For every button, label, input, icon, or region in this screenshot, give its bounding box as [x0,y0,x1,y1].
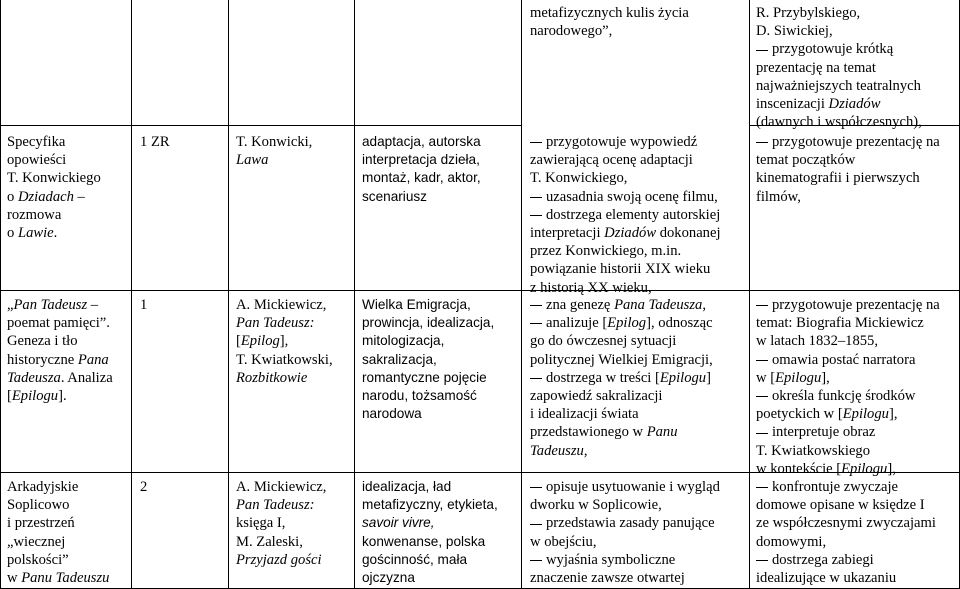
text-line: Pan Tadeusz: [236,315,315,332]
text-line: dostrzega elementy autorskiej [530,206,721,224]
text-line: rozmowa [7,206,62,223]
text-line: Lawa [236,152,269,169]
bullet-dash [756,50,768,51]
text-line: Specyfika [7,134,66,150]
bullet-dash [530,524,542,525]
bullet-dash [756,433,768,434]
text-line: Przyjazd gości [236,551,322,568]
text-line: domowymi, [756,533,827,550]
bullet-dash [530,323,542,324]
text-line: opisuje usytuowanie i wygląd [530,478,720,496]
concepts-cell [362,296,494,423]
text-line: Tadeusza. Analiza [7,369,113,386]
text-line: historyczne Pana [7,351,109,368]
text-line: polskości” [7,551,69,568]
text-line: Tadeuszu, [530,442,588,459]
concepts-cell [362,133,481,206]
text-line: domowe opisane w księdze I [756,497,925,514]
text-line: gościnność, mała [362,551,468,567]
lesson-topic-soplicowo [7,478,109,587]
text-line: o Lawie. [7,225,58,242]
text-line: Wielka Emigracja, [362,297,471,312]
bullet-dash [530,378,542,379]
text-line: określa funkcję środków [756,387,940,405]
hours-cell: 1 [140,297,148,313]
bullet-dash [756,360,768,361]
row-divider [0,125,521,126]
bullet-dash [756,142,768,143]
text-line: A. Mickiewicz, [236,479,327,495]
text-line: przedstawionego w Panu [530,424,678,441]
text-line: T. Kwiatkowskiego [756,442,871,459]
text-line: [Epilogu]. [7,388,67,405]
bullet-dash [530,142,542,143]
lesson-topic-lawa [7,133,101,242]
text-line: w [Epilogu], [756,369,830,386]
text-line: konwenanse, polska [362,533,486,549]
bullet-dash [756,305,768,306]
text-line: i idealizacji świata [530,406,639,423]
text-line: zna genezę Pana Tadeusza, [530,296,713,314]
text-line: dostrzega w treści [Epilogu] [530,369,713,387]
text-line: mitologizacja, [362,333,445,349]
text-line: sakralizacja, [362,351,437,367]
text-line: prezentację na temat [756,59,876,76]
text-line: „Pan Tadeusz – [7,297,99,313]
skills-cell [530,296,713,460]
text-line: interpretacji Dziadów dokonanej [530,225,721,242]
lesson-topic-pan-tadeusz [7,296,113,405]
extended-skills-cell [756,478,936,587]
bullet-dash [530,560,542,561]
hours-cell: 2 [140,479,148,495]
text-line: „wiecznej [7,533,66,550]
text-line: montaż, kadr, aktor, [362,170,481,186]
text-line: (dawnych i współczesnych), [756,114,922,131]
text-line: przygotowuje prezentację na [756,296,940,314]
text-line: interpretacja dzieła, [362,152,480,168]
text-line: poemat pamięci”. [7,315,110,332]
text-line: Pan Tadeusz: [236,497,315,514]
text-line: kinematografii i pierwszych [756,170,920,187]
text-line: scenariusz [362,188,427,204]
text-line: romantyczne pojęcie [362,369,487,385]
text-line: przygotowuje wypowiedź [530,133,721,151]
text-line: dostrzega zabiegi [756,551,936,569]
text-line: Geneza i tło [7,333,78,350]
column-divider [521,0,522,589]
text-line: temat początków [756,152,856,169]
text-line: Soplicowo [7,497,70,514]
text-line: w Panu Tadeuszu [7,570,110,587]
skills-cell [530,478,720,587]
text-line: narodu, tożsamość [362,388,477,404]
text-line: dworku w Soplicowie, [530,497,662,514]
text-line: omawia postać narratora [756,351,940,369]
column-divider [354,0,355,589]
text-line: metafizycznych kulis życia [530,5,689,21]
bullet-dash [530,215,542,216]
text-line: go do ówczesnej sytuacji [530,333,677,350]
text-line: i przestrzeń [7,515,75,532]
readings-cell [236,478,326,569]
text-line: przygotowuje krótką [756,40,922,58]
text-line: M. Zaleski, [236,533,303,550]
text-line: w latach 1832–1855, [756,333,878,350]
text-line: temat: Biografia Mickiewicz [756,315,924,332]
column-divider [131,0,132,589]
text-line: filmów, [756,188,801,205]
text-line: R. Przybylskiego, [756,5,861,21]
text-line: zapowiedź sakralizacji [530,388,663,405]
text-line: T. Kwiatkowski, [236,351,333,368]
text-line: inscenizacji Dziadów [756,96,881,113]
text-line: politycznej Wielkiej Emigracji, [530,351,713,368]
text-line: [Epilog], [236,333,289,350]
column-divider [749,0,750,589]
text-line: prowincja, idealizacja, [362,315,495,331]
text-line: o Dziadach – [7,188,85,205]
row-divider [0,290,960,291]
column-divider [228,0,229,589]
text-line: zawierającą ocenę adaptacji [530,152,693,169]
bullet-dash [756,560,768,561]
text-line: powiązanie historii XIX wieku [530,261,711,278]
text-line: T. Konwicki, [236,134,313,150]
text-line: interpretuje obraz [756,423,940,441]
text-line: narodowa [362,406,422,422]
text-line: znaczenie zawsze otwartej [530,570,685,587]
text-line: idealizacja, ład [362,479,452,494]
text-line: księga I, [236,515,286,532]
text-line: savoir vivre, [362,515,435,531]
text-line: narodowego”, [530,23,613,40]
text-line: przedstawia zasady panujące [530,514,720,532]
text-line: ojczyzna [362,570,415,586]
text-line: D. Siwickiej, [756,23,833,40]
table-border-left [0,0,1,589]
text-line: analizuje [Epilog], odnosząc [530,314,713,332]
text-line: w obejściu, [530,533,597,550]
bullet-dash [756,487,768,488]
text-line: Arkadyjskie [7,479,79,495]
text-line: przygotowuje prezentację na [756,133,940,151]
text-line: metafizyczny, etykieta, [362,497,498,513]
readings-cell [236,133,312,169]
text-line: konfrontuje zwyczaje [756,478,936,496]
text-line: ze współczesnymi zwyczajami [756,515,936,532]
text-line: T. Konwickiego [7,170,101,187]
skills-continuation [530,4,689,40]
text-line: T. Konwickiego, [530,170,628,187]
bullet-dash [530,487,542,488]
text-line: adaptacja, autorska [362,134,481,149]
text-line: w kontekście [Epilogu], [756,460,896,477]
extended-skills-cell [756,133,940,206]
text-line: Rozbitkowie [236,369,308,386]
hours-cell: 1 ZR [140,134,170,150]
extended-skills-cell [756,296,940,478]
text-line: z historią XX wieku, [530,279,652,296]
extended-skills-continuation [756,4,922,131]
text-line: uzasadnia swoją ocenę filmu, [530,188,721,206]
text-line: wyjaśnia symboliczne [530,551,720,569]
text-line: przez Konwickiego, m.in. [530,243,682,260]
concepts-cell [362,478,498,587]
text-line: poetyckich w [Epilogu], [756,406,898,423]
text-line: A. Mickiewicz, [236,297,327,313]
bullet-dash [756,396,768,397]
text-line: idealizujące w ukazaniu [756,570,897,587]
bullet-dash [530,197,542,198]
text-line: najważniejszych teatralnych [756,77,921,94]
bullet-dash [530,305,542,306]
readings-cell [236,296,333,387]
text-line: opowieści [7,152,67,169]
skills-cell [530,133,721,297]
